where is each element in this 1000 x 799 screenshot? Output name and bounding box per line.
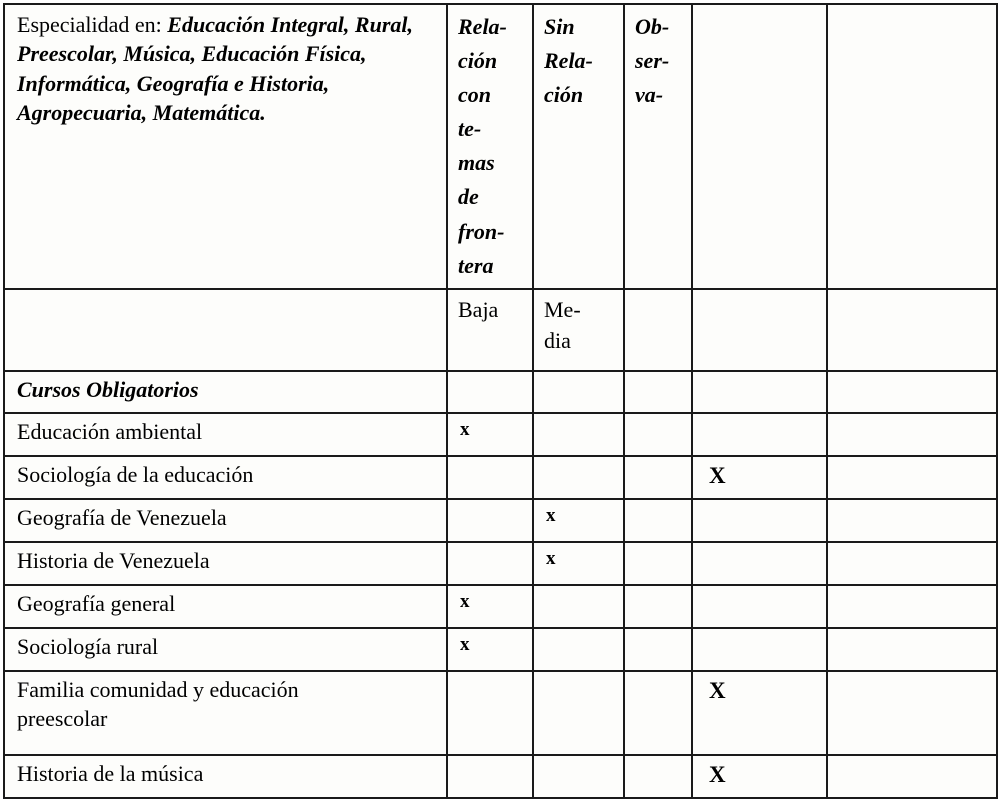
row-mark-observa (624, 671, 692, 755)
row-mark-blank-2 (827, 542, 997, 585)
row-subject: Historia de la música (4, 755, 447, 798)
subheader-cell-blank-1 (692, 289, 827, 371)
subheader-line: Me- (544, 297, 581, 322)
row-mark-relacion (447, 755, 533, 798)
row-subject-line: Familia comunidad y educación (17, 677, 299, 702)
row-mark-observa (624, 456, 692, 499)
specialty-subjects-table (3, 3, 998, 799)
row-mark-observa (624, 499, 692, 542)
row-subject (4, 671, 447, 755)
row-mark-blank-2 (827, 456, 997, 499)
subheader-cell-media (533, 289, 624, 371)
subheader-cell-baja (447, 289, 533, 371)
document-table-container (3, 3, 996, 799)
table-row (4, 755, 997, 798)
row-mark-sinrelacion (533, 413, 624, 456)
header-line: Ob- (635, 14, 670, 39)
row-mark-blank-2 (827, 671, 997, 755)
header-line: ser- (635, 48, 670, 74)
table-row (4, 456, 997, 499)
row-mark-blank-1 (692, 413, 827, 456)
row-mark-blank-1 (692, 585, 827, 628)
table-header-row-secondary (4, 289, 997, 371)
table-row (4, 499, 997, 542)
row-mark-sinrelacion: x (533, 542, 624, 585)
row-mark-relacion (447, 671, 533, 755)
header-cell-blank-1 (692, 4, 827, 289)
header-cell-specialty (4, 4, 447, 289)
row-mark-blank-1 (692, 499, 827, 542)
subheader-cell-blank-2 (827, 289, 997, 371)
row-mark-sinrelacion (533, 755, 624, 798)
header-line: con (458, 82, 491, 108)
subheader-cell-subject (4, 289, 447, 371)
table-row (4, 671, 997, 755)
table-row (4, 628, 997, 671)
header-cell-sin-relacion (533, 4, 624, 289)
section-cell-relacion (447, 371, 533, 413)
row-mark-observa (624, 542, 692, 585)
row-mark-blank-2 (827, 499, 997, 542)
header-line: fron- (458, 218, 505, 244)
row-subject: Geografía general (4, 585, 447, 628)
row-mark-blank-2 (827, 755, 997, 798)
section-cell-blank-2 (827, 371, 997, 413)
subheader-cell-observa (624, 289, 692, 371)
row-mark-blank-1: X (692, 755, 827, 798)
header-line: mas (458, 150, 495, 176)
row-mark-observa (624, 585, 692, 628)
row-subject: Sociología de la educación (4, 456, 447, 499)
section-cell-sinrelacion (533, 371, 624, 413)
row-mark-sinrelacion (533, 628, 624, 671)
row-mark-relacion: x (447, 585, 533, 628)
table-row (4, 542, 997, 585)
header-line: tera (458, 252, 494, 278)
header-line: Sin (544, 14, 575, 39)
row-subject: Sociología rural (4, 628, 447, 671)
row-mark-observa (624, 413, 692, 456)
section-cell-observa (624, 371, 692, 413)
header-line: ción (544, 82, 584, 108)
header-line: Rela- (544, 48, 593, 74)
row-mark-relacion: x (447, 413, 533, 456)
section-cell-blank-1 (692, 371, 827, 413)
row-mark-blank-2 (827, 413, 997, 456)
row-subject: Educación ambiental (4, 413, 447, 456)
row-mark-blank-1: X (692, 671, 827, 755)
header-cell-relacion-con-temas-de-frontera (447, 4, 533, 289)
row-mark-sinrelacion: x (533, 499, 624, 542)
row-mark-blank-2 (827, 628, 997, 671)
row-mark-sinrelacion (533, 585, 624, 628)
row-mark-sinrelacion (533, 671, 624, 755)
section-title-cursos-obligatorios: Cursos Obligatorios (4, 371, 447, 413)
row-subject-line: preescolar (17, 705, 108, 731)
row-subject: Historia de Venezuela (4, 542, 447, 585)
table-header-row-primary (4, 4, 997, 289)
row-mark-sinrelacion (533, 456, 624, 499)
header-line: Rela- (458, 14, 507, 39)
row-mark-observa (624, 628, 692, 671)
header-line: te- (458, 116, 482, 142)
specialty-lead-text: Especialidad en: (17, 12, 168, 37)
subheader-line: dia (544, 328, 571, 354)
header-line: ción (458, 48, 498, 74)
specialty-list-text: Educación Integral, Rural, Preescolar, Música, Educación Física, Informática, Geografía e Historia, Agropecuaria, Matemática. (17, 12, 413, 125)
table-section-row (4, 371, 997, 413)
row-subject: Geografía de Venezuela (4, 499, 447, 542)
row-mark-observa (624, 755, 692, 798)
header-cell-blank-2 (827, 4, 997, 289)
row-mark-blank-1: X (692, 456, 827, 499)
row-mark-relacion (447, 542, 533, 585)
row-mark-relacion (447, 499, 533, 542)
table-row (4, 413, 997, 456)
table-row (4, 585, 997, 628)
subheader-line: Baja (458, 297, 499, 322)
header-line: de (458, 184, 479, 210)
row-mark-blank-2 (827, 585, 997, 628)
header-line: va- (635, 82, 664, 108)
row-mark-blank-1 (692, 628, 827, 671)
row-mark-relacion (447, 456, 533, 499)
header-cell-observaciones (624, 4, 692, 289)
row-mark-relacion: x (447, 628, 533, 671)
row-mark-blank-1 (692, 542, 827, 585)
